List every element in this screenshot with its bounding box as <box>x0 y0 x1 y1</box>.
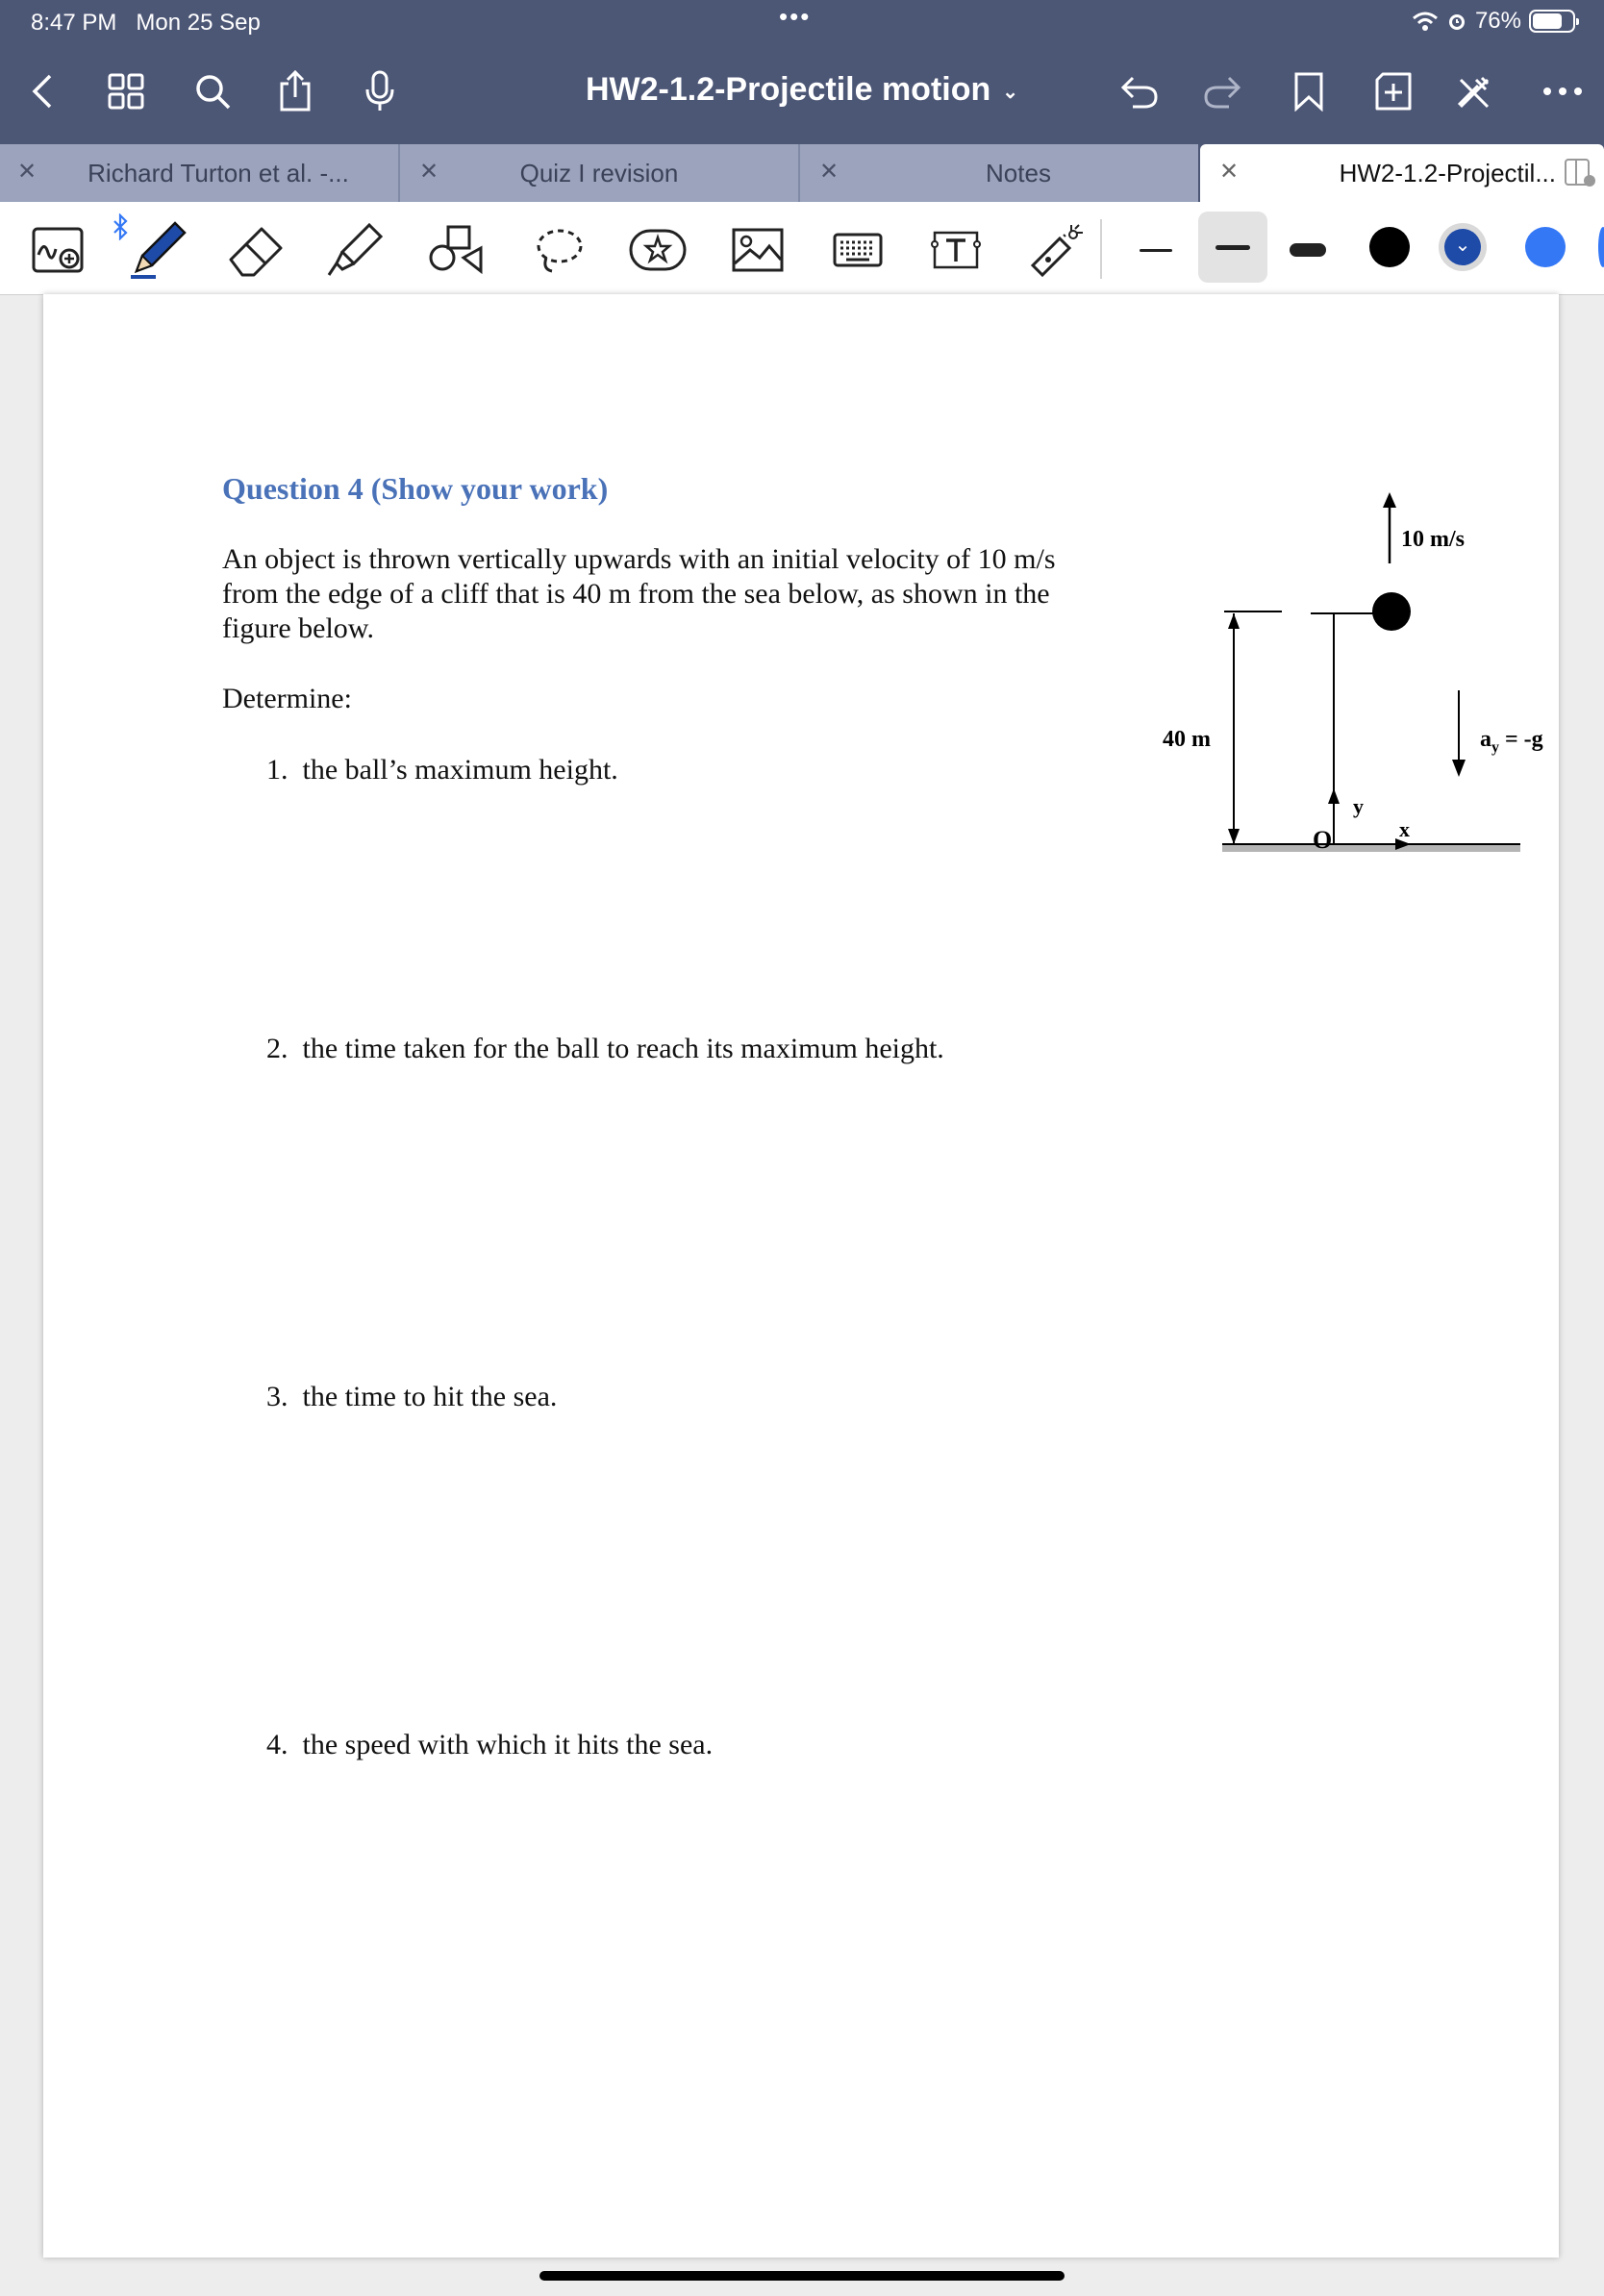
more-button[interactable] <box>1539 67 1587 115</box>
determine-label: Determine: <box>222 683 352 714</box>
multitasking-dots[interactable]: ••• <box>779 2 812 31</box>
battery-icon <box>1529 10 1575 33</box>
tab-label: Notes <box>986 159 1051 187</box>
toolbar-divider <box>1100 219 1102 279</box>
origin-label: O <box>1313 826 1333 854</box>
chevron-down-icon: ⌄ <box>1444 229 1481 265</box>
more-icon <box>1541 86 1584 97</box>
question-item-3: 3. the time to hit the sea. <box>266 1381 558 1412</box>
ball <box>1372 592 1411 631</box>
sea-ground <box>1222 844 1520 852</box>
close-icon[interactable]: ✕ <box>419 159 439 185</box>
color-black[interactable] <box>1369 227 1410 267</box>
medium-line-icon <box>1216 245 1250 250</box>
color-more[interactable] <box>1598 227 1604 267</box>
bookmark-icon <box>1292 71 1325 112</box>
zoom-window-tool[interactable] <box>27 219 88 281</box>
height-arrow-top <box>1228 613 1240 629</box>
image-tool[interactable] <box>727 219 789 281</box>
velocity-arrowhead <box>1383 492 1396 508</box>
accel-arrowhead <box>1452 760 1466 777</box>
zoom-window-icon <box>31 226 85 274</box>
cliff-figure <box>1101 487 1543 986</box>
height-label: 40 m <box>1163 727 1211 752</box>
keyboard-icon <box>833 233 883 267</box>
stroke-medium-selected[interactable] <box>1198 212 1267 283</box>
tab-label: Quiz I revision <box>519 159 679 187</box>
thin-line-icon <box>1140 249 1172 252</box>
question-item-2: 2. the time taken for the ball to reach its maximum height. <box>266 1033 944 1064</box>
velocity-label: 10 m/s <box>1401 527 1465 552</box>
tab-hw2-active[interactable] <box>1200 144 1604 202</box>
y-axis-arrowhead <box>1328 788 1340 804</box>
redo-button[interactable] <box>1198 67 1246 115</box>
pen-tool[interactable] <box>127 219 188 281</box>
elements-tool[interactable] <box>627 219 689 281</box>
battery-fill <box>1533 13 1562 29</box>
tab-richard-turton[interactable] <box>0 144 398 202</box>
x-axis-label: x <box>1399 817 1410 841</box>
height-arrow-bottom <box>1228 829 1240 844</box>
text-tool[interactable] <box>925 219 987 281</box>
sticker-icon <box>628 225 688 275</box>
read-only-button[interactable] <box>1450 67 1498 115</box>
question-intro: An object is thrown vertically upwards with an initial velocity of 10 m/s from the edge of a cliff that is 40 m from the sea below, as shown in the figure below. <box>222 543 1056 644</box>
shapes-tool[interactable] <box>425 219 487 281</box>
status-time: 8:47 PM Mon 25 Sep <box>31 10 261 36</box>
battery-percent: 76% <box>1474 8 1521 34</box>
home-indicator[interactable] <box>539 2271 1065 2281</box>
color-selected-ring[interactable] <box>1439 223 1487 271</box>
lasso-tool[interactable] <box>529 219 590 281</box>
question-title: Question 4 (Show your work) <box>222 471 609 506</box>
close-icon[interactable]: ✕ <box>17 159 38 185</box>
undo-icon <box>1119 72 1160 111</box>
bookmark-button[interactable] <box>1285 67 1333 115</box>
tab-quiz-revision[interactable] <box>400 144 798 202</box>
document-title[interactable]: HW2-1.2-Projectile motion ⌄ <box>585 71 1019 108</box>
question-item-1: 1. the ball’s maximum height. <box>266 754 618 786</box>
nav-bar <box>0 44 1604 144</box>
document-page[interactable] <box>43 294 1559 2258</box>
status-right <box>1412 8 1575 35</box>
pencil-off-icon <box>1453 72 1495 111</box>
close-icon[interactable]: ✕ <box>819 159 840 185</box>
laser-pointer-tool[interactable] <box>1025 219 1087 281</box>
status-bar <box>0 0 1604 44</box>
add-page-icon <box>1373 70 1414 112</box>
tab-label: Richard Turton et al. -... <box>88 159 349 187</box>
drawing-toolbar <box>0 202 1604 295</box>
accel-label: $a_y = -g$ <box>1480 727 1543 756</box>
eraser-tool[interactable] <box>225 219 287 281</box>
eraser-icon <box>225 221 287 279</box>
highlighter-icon <box>323 221 385 279</box>
alarm-icon <box>1446 11 1467 32</box>
text-box-icon <box>929 229 983 271</box>
undo-button[interactable] <box>1115 67 1164 115</box>
shapes-icon <box>427 223 485 277</box>
pen-icon <box>127 219 188 281</box>
image-icon <box>731 227 785 273</box>
y-axis-label: y <box>1353 794 1364 818</box>
color-blue[interactable] <box>1525 227 1566 267</box>
close-icon[interactable]: ✕ <box>1219 159 1240 185</box>
keyboard-tool[interactable] <box>827 219 889 281</box>
stroke-thin[interactable] <box>1125 219 1187 281</box>
split-view-icon[interactable] <box>1564 158 1596 188</box>
redo-icon <box>1202 72 1242 111</box>
wifi-icon <box>1412 11 1439 32</box>
question-item-4: 4. the speed with which it hits the sea. <box>266 1729 714 1760</box>
chevron-down-icon: ⌄ <box>1002 81 1019 103</box>
tab-notes[interactable] <box>800 144 1198 202</box>
stroke-thick[interactable] <box>1277 219 1339 281</box>
lasso-icon <box>533 223 587 277</box>
tab-label: HW2-1.2-Projectil... <box>1339 159 1556 187</box>
add-page-button[interactable] <box>1369 67 1417 115</box>
highlighter-tool[interactable] <box>323 219 385 281</box>
laser-pointer-icon <box>1027 221 1085 279</box>
tab-bar <box>0 144 1604 202</box>
thick-line-icon <box>1290 243 1326 257</box>
